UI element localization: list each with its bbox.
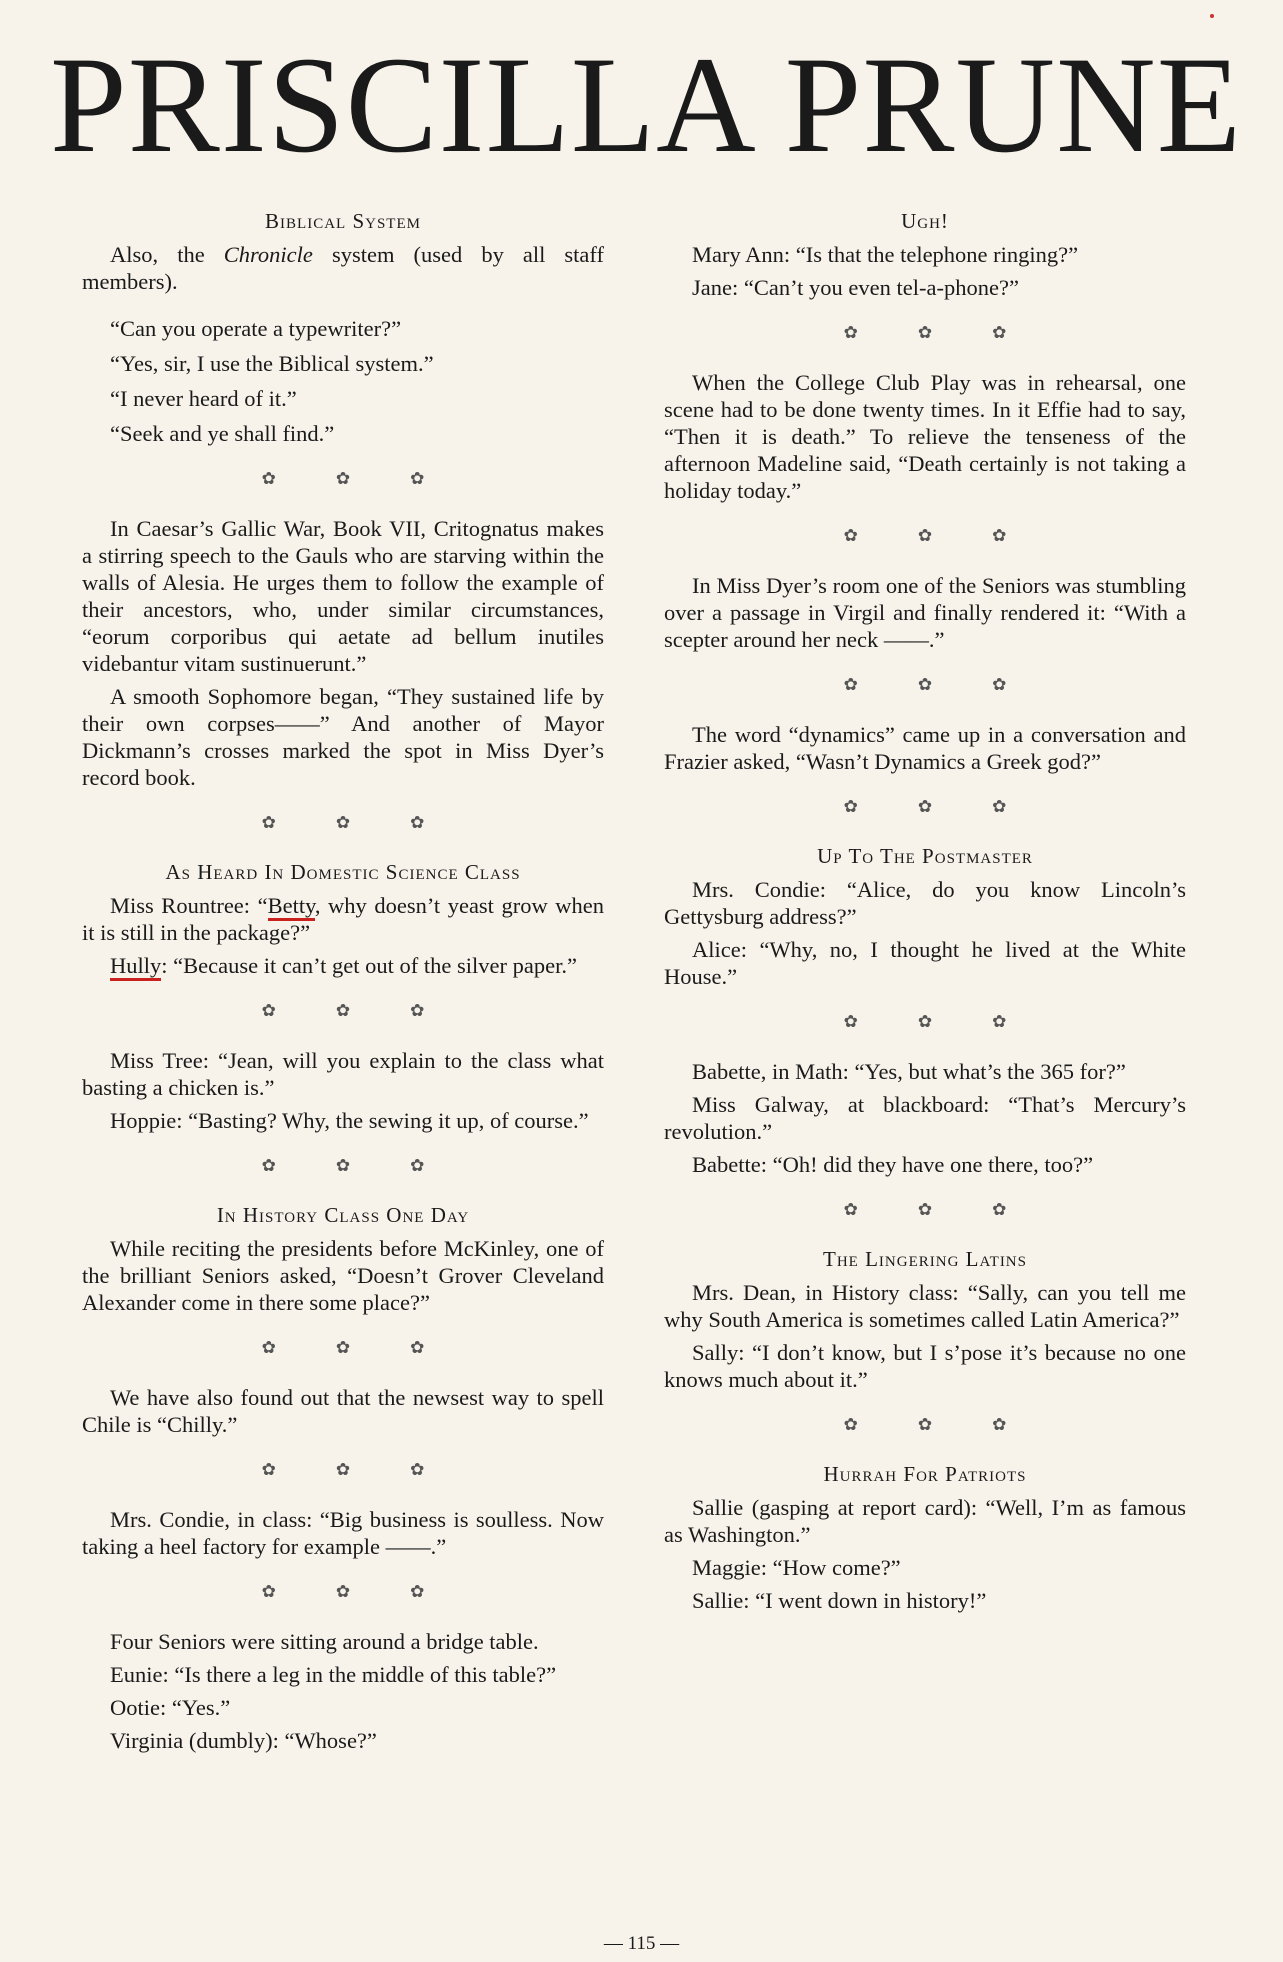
- paragraph-dean: Mrs. Dean, in History class: “Sally, can you tell me why South America is sometimes called Latin America?”: [664, 1280, 1186, 1332]
- paragraph-bridge: Four Seniors were sitting around a bridge table.: [110, 1629, 539, 1654]
- flower-icon: ✿: [843, 526, 858, 545]
- flower-icon: ✿: [410, 1001, 425, 1020]
- heading-postmaster: Up To The Postmaster: [817, 844, 1033, 868]
- paragraph-miss-tree: Miss Tree: “Jean, will you explain to the class what basting a chicken is.”: [82, 1048, 604, 1100]
- ornament-divider: [82, 1152, 604, 1176]
- heading-domestic-science: As Heard In Domestic Science Class: [165, 860, 521, 884]
- flower-icon: ✿: [992, 797, 1007, 816]
- paragraph-rountree: [82, 892, 604, 946]
- flower-icon: ✿: [261, 1001, 276, 1020]
- paragraph-condie-gettysburg: Mrs. Condie: “Alice, do you know Lincoln’s Gettysburg address?”: [664, 877, 1186, 929]
- paragraph-sophomore: A smooth Sophomore began, “They sustained life by their own corpses——” And another of Mayor Dickmann’s crosses marked the spot in Miss Dyer’s record book.: [82, 684, 604, 790]
- flower-icon: ✿: [843, 323, 858, 342]
- flower-icon: ✿: [992, 675, 1007, 694]
- flower-icon: ✿: [992, 1200, 1007, 1219]
- flower-icon: ✿: [917, 1012, 933, 1031]
- flower-icon: ✿: [992, 323, 1007, 342]
- flower-icon: ✿: [843, 797, 858, 816]
- paragraph-caesar: In Caesar’s Gallic War, Book VII, Critognatus makes a stirring speech to the Gauls who are starving within the walls of Alesia. He urges them to follow the example of their ancestors, who, under similar circumstances, “eorum corporibus qui aetate ad bellum inutiles videbantur vitam sustinuerunt.”: [82, 516, 604, 676]
- flower-icon: ✿: [410, 1582, 425, 1601]
- flower-icon: ✿: [261, 813, 276, 832]
- flower-icon: ✿: [410, 469, 425, 488]
- flower-icon: ✿: [335, 1338, 351, 1357]
- paragraph-miss-dyer: In Miss Dyer’s room one of the Seniors was stumbling over a passage in Virgil and finally rendered it: “With a scepter around her neck ——.”: [664, 573, 1186, 652]
- flower-icon: ✿: [992, 1012, 1007, 1031]
- paragraph-ootie: Ootie: “Yes.”: [110, 1695, 231, 1720]
- flower-icon: ✿: [335, 1001, 351, 1020]
- heading-ugh: Ugh!: [901, 209, 949, 233]
- right-column: [664, 208, 1186, 1620]
- paragraph-babette-math: Babette, in Math: “Yes, but what’s the 365 for?”: [692, 1059, 1126, 1084]
- heading-history-class: In History Class One Day: [216, 1203, 470, 1227]
- ornament-divider: [664, 671, 1186, 695]
- flower-icon: ✿: [843, 675, 858, 694]
- chronicle-italic: Chronicle: [223, 242, 313, 267]
- text: : “Because it can’t get out of the silver paper.”: [161, 953, 577, 978]
- left-column: [82, 208, 604, 1760]
- text: Also, the: [110, 242, 224, 267]
- paragraph-hoppie: Hoppie: “Basting? Why, the sewing it up, of course.”: [110, 1108, 589, 1133]
- text: , why doesn’t yeast grow when it is still in the package?”: [82, 893, 604, 945]
- ornament-divider: [82, 997, 604, 1021]
- heading-patriots: Hurrah For Patriots: [823, 1462, 1027, 1486]
- paragraph-sallie-history: Sallie: “I went down in history!”: [692, 1588, 987, 1613]
- paragraph-mary-ann: Mary Ann: “Is that the telephone ringing?”: [692, 242, 1079, 267]
- quote-seek: “Seek and ye shall find.”: [110, 421, 335, 446]
- flower-icon: ✿: [335, 813, 351, 832]
- ink-dot: [1210, 14, 1214, 18]
- paragraph-condie: Mrs. Condie, in class: “Big business is soulless. Now taking a heel factory for example ——.”: [82, 1507, 604, 1559]
- paragraph-babette-too: Babette: “Oh! did they have one there, too?”: [692, 1152, 1094, 1177]
- flower-icon: ✿: [410, 813, 425, 832]
- quote-biblical: “Yes, sir, I use the Biblical system.”: [110, 351, 434, 376]
- ornament-divider: [664, 1411, 1186, 1435]
- paragraph-galway: Miss Galway, at blackboard: “That’s Mercury’s revolution.”: [664, 1092, 1186, 1144]
- flower-icon: ✿: [843, 1012, 858, 1031]
- flower-icon: ✿: [843, 1200, 858, 1219]
- heading-lingering-latins: The Lingering Latins: [823, 1247, 1027, 1271]
- flower-icon: ✿: [335, 1460, 351, 1479]
- paragraph-maggie: Maggie: “How come?”: [692, 1555, 901, 1580]
- quote-never-heard: “I never heard of it.”: [110, 386, 297, 411]
- paragraph-alice: Alice: “Why, no, I thought he lived at the White House.”: [664, 937, 1186, 989]
- paragraph-jane: Jane: “Can’t you even tel-a-phone?”: [692, 275, 1019, 300]
- ornament-divider: [82, 465, 604, 489]
- ornament-divider: [664, 319, 1186, 343]
- flower-icon: ✿: [410, 1460, 425, 1479]
- flower-icon: ✿: [410, 1338, 425, 1357]
- ornament-divider: [82, 809, 604, 833]
- page-title: PRISCILLA PRUNE: [50, 28, 1243, 181]
- ornament-divider: [664, 1196, 1186, 1220]
- underlined-name: Hully: [110, 953, 161, 981]
- flower-icon: ✿: [410, 1156, 425, 1175]
- underlined-name: Betty: [268, 893, 315, 921]
- flower-icon: ✿: [335, 1156, 351, 1175]
- flower-icon: ✿: [261, 1156, 276, 1175]
- flower-icon: ✿: [917, 675, 933, 694]
- ornament-divider: [664, 1008, 1186, 1032]
- flower-icon: ✿: [261, 1338, 276, 1357]
- paragraph-chile: We have also found out that the newsest way to spell Chile is “Chilly.”: [82, 1385, 604, 1437]
- paragraph-mckinley: While reciting the presidents before McKinley, one of the brilliant Seniors asked, “Doesn’t Grover Cleveland Alexander come in there some place?”: [82, 1236, 604, 1315]
- paragraph-eunie: Eunie: “Is there a leg in the middle of this table?”: [110, 1662, 557, 1687]
- paragraph-sally: Sally: “I don’t know, but I s’pose it’s because no one knows much about it.”: [664, 1340, 1186, 1392]
- flower-icon: ✿: [917, 797, 933, 816]
- ornament-divider: [82, 1334, 604, 1358]
- quote-typewriter: “Can you operate a typewriter?”: [110, 316, 402, 341]
- paragraph-dynamics: The word “dynamics” came up in a conversation and Frazier asked, “Wasn’t Dynamics a Greek god?”: [664, 722, 1186, 774]
- flower-icon: ✿: [261, 469, 276, 488]
- text: system (used by all staff members).: [82, 242, 604, 294]
- paragraph-sallie-report: Sallie (gasping at report card): “Well, I’m as famous as Washington.”: [664, 1495, 1186, 1547]
- flower-icon: ✿: [261, 1460, 276, 1479]
- paragraph-college-club: When the College Club Play was in rehearsal, one scene had to be done twenty times. In it Effie had to say, “Then it is death.” To relieve the tenseness of the afternoon Madeline said, “Death certainly is not taking a holiday today.”: [664, 370, 1186, 503]
- flower-icon: ✿: [992, 526, 1007, 545]
- flower-icon: ✿: [335, 1582, 351, 1601]
- flower-icon: ✿: [992, 1415, 1007, 1434]
- ornament-divider: [664, 793, 1186, 817]
- page-number: — 115 —: [603, 1933, 680, 1954]
- ornament-divider: [82, 1456, 604, 1480]
- ornament-divider: [82, 1578, 604, 1602]
- flower-icon: ✿: [843, 1415, 858, 1434]
- flower-icon: ✿: [917, 1200, 933, 1219]
- paragraph-chronicle: [82, 241, 604, 295]
- flower-icon: ✿: [917, 1415, 933, 1434]
- flower-icon: ✿: [261, 1582, 276, 1601]
- heading-biblical-system: Biblical System: [265, 209, 421, 233]
- flower-icon: ✿: [917, 323, 933, 342]
- ornament-divider: [664, 522, 1186, 546]
- text: Miss Rountree: “: [110, 893, 268, 918]
- paragraph-virginia: Virginia (dumbly): “Whose?”: [110, 1728, 377, 1753]
- flower-icon: ✿: [335, 469, 351, 488]
- flower-icon: ✿: [917, 526, 933, 545]
- paragraph-hully: [82, 952, 604, 979]
